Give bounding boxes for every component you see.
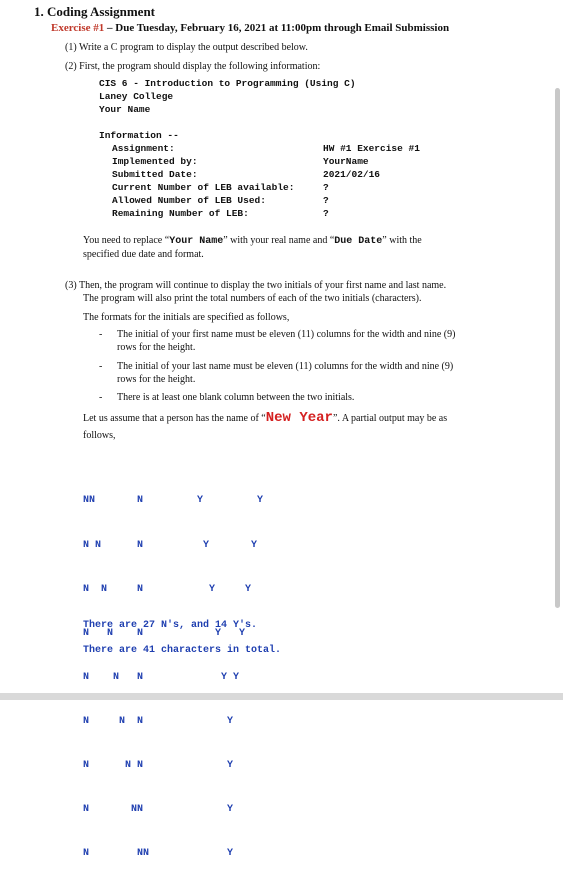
- section-heading: 1. Coding Assignment: [34, 4, 155, 19]
- art-row: Y Y: [197, 671, 240, 683]
- replace-keyword: Your Name: [169, 236, 224, 247]
- example-intro: [83, 412, 447, 425]
- example-text: Let us assume that a person has the name of “: [83, 413, 266, 424]
- bullet-line: The initial of your last name must be eleven (11) columns for the width and nine (9): [117, 361, 454, 372]
- exercise-title: [51, 22, 449, 34]
- art-row: Y Y: [197, 627, 246, 639]
- bullet-line: The initial of your first name must be eleven (11) columns for the width and nine (9): [117, 329, 456, 340]
- info-label: Allowed Number of LEB Used:: [112, 195, 266, 206]
- info-value: ?: [323, 195, 329, 206]
- bullet-item: [99, 361, 454, 386]
- step-3-line-2: The program will also print the total numbers of each of the two initials (characters).: [83, 293, 422, 304]
- bullet-dash: -: [99, 361, 103, 372]
- info-label: Implemented by:: [112, 156, 198, 167]
- bullet-item: [99, 392, 355, 405]
- replace-note-text: ” with your real name and “: [223, 235, 335, 246]
- info-label: Assignment:: [112, 143, 175, 154]
- vertical-scrollbar[interactable]: [555, 88, 560, 608]
- art-row: N NN: [83, 848, 150, 860]
- header-line-1: CIS 6 - Introduction to Programming (Using C): [99, 78, 356, 89]
- bullet-line: rows for the height.: [117, 373, 196, 385]
- replace-note-text: ” with the: [382, 235, 422, 246]
- info-value: ?: [323, 182, 329, 193]
- art-row: N N N: [83, 583, 144, 595]
- info-label: Submitted Date:: [112, 169, 198, 180]
- info-value: HW #1 Exercise #1: [323, 143, 420, 154]
- info-value: YourName: [323, 156, 369, 167]
- art-row: N N N: [83, 760, 144, 772]
- formats-intro: The formats for the initials are specified as follows,: [83, 312, 290, 323]
- step-3-line-1: (3) Then, the program will continue to display the two initials of your first name and last name.: [65, 280, 447, 291]
- info-label: Remaining Number of LEB:: [112, 208, 249, 219]
- example-intro-line-2: follows,: [83, 430, 116, 441]
- bullet-line: There is at least one blank column between the two initials.: [117, 392, 355, 403]
- step-1: (1) Write a C program to display the output described below.: [65, 42, 308, 53]
- art-row: N N N: [83, 539, 144, 551]
- art-row: Y Y: [197, 583, 252, 595]
- bottom-divider: [0, 693, 563, 700]
- art-row: Y: [197, 715, 234, 727]
- bullet-dash: -: [99, 329, 103, 340]
- art-row: Y: [197, 848, 234, 860]
- art-row: Y: [197, 760, 234, 772]
- art-row: Y Y: [197, 539, 258, 551]
- replace-note-line-2: specified due date and format.: [83, 249, 204, 260]
- info-value: 2021/02/16: [323, 169, 381, 180]
- art-row: Y Y: [197, 495, 264, 507]
- art-row: N N N: [83, 671, 144, 683]
- art-row: N N N: [83, 715, 144, 727]
- step-2: (2) First, the program should display the following information:: [65, 61, 321, 72]
- art-row: N NN: [83, 804, 144, 816]
- art-row: Y: [197, 804, 234, 816]
- bullet-item: [99, 329, 456, 354]
- replace-keyword: Due Date: [334, 236, 383, 247]
- output-count-line: There are 27 N's, and 14 Y's.: [83, 620, 258, 631]
- exercise-label: Exercise #1: [51, 22, 105, 34]
- example-name: New Year: [265, 410, 333, 426]
- replace-note: [83, 234, 422, 248]
- example-text: ”. A partial output may be as: [332, 413, 448, 424]
- exercise-due-text: – Due Tuesday, February 16, 2021 at 11:00pm through Email Submission: [104, 22, 450, 34]
- info-value: ?: [323, 208, 329, 219]
- initial-n-art: [83, 465, 149, 891]
- info-title: Information --: [99, 130, 179, 141]
- header-line-2: Laney College: [99, 91, 174, 102]
- art-row: NN N: [83, 495, 144, 507]
- bullet-line: rows for the height.: [117, 341, 196, 353]
- output-total-line: There are 41 characters in total.: [83, 645, 282, 656]
- art-row: N N N: [83, 627, 144, 639]
- info-label: Current Number of LEB available:: [112, 182, 295, 193]
- replace-note-text: You need to replace “: [83, 235, 170, 246]
- header-line-3: Your Name: [99, 104, 151, 115]
- initial-y-art: [197, 465, 263, 891]
- bullet-dash: -: [99, 392, 103, 403]
